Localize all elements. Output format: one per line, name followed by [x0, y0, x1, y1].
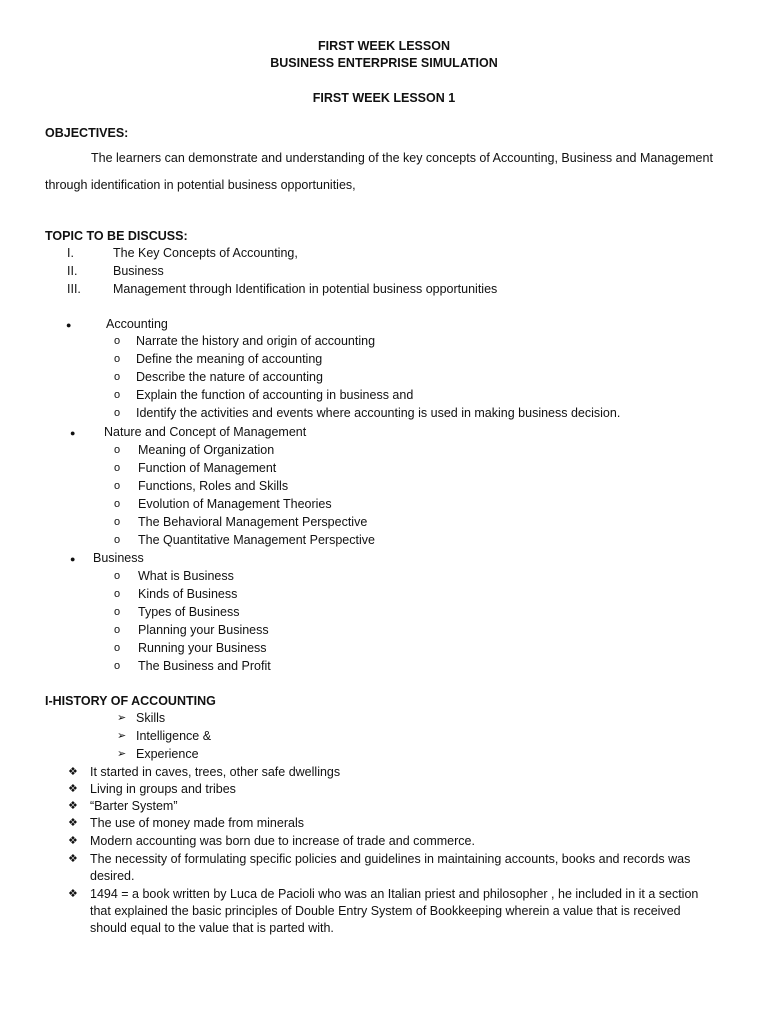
circle-bullet-icon: o [114, 606, 121, 618]
outline-section-title: Accounting [106, 317, 168, 331]
circle-bullet-icon: o [114, 516, 121, 528]
list-item: Skills [136, 711, 166, 725]
diamond-bullet-icon: ❖ [68, 817, 78, 829]
list-item: What is Business [138, 569, 234, 583]
topic-number: II. [67, 264, 78, 278]
circle-bullet-icon: o [114, 444, 121, 456]
circle-bullet-icon: o [114, 407, 121, 419]
list-item: Narrate the history and origin of accounting [136, 334, 376, 348]
outline-section-title: Nature and Concept of Management [104, 425, 307, 439]
bullet-icon: ● [70, 554, 76, 564]
list-item: The Business and Profit [138, 659, 271, 673]
list-item: Evolution of Management Theories [138, 497, 332, 511]
circle-bullet-icon: o [114, 498, 121, 510]
list-item-continued: should equal to the value that is parted with. [90, 921, 334, 935]
objectives-text-line-2: through identification in potential business opportunities, [45, 178, 356, 192]
list-item: Intelligence & [136, 729, 212, 743]
topic-item: The Key Concepts of Accounting, [113, 246, 298, 260]
circle-bullet-icon: o [114, 389, 121, 401]
list-item: Functions, Roles and Skills [138, 479, 289, 493]
circle-bullet-icon: o [114, 588, 121, 600]
doc-subtitle: BUSINESS ENTERPRISE SIMULATION [270, 56, 498, 70]
list-item: The Behavioral Management Perspective [138, 515, 368, 529]
list-item: The use of money made from minerals [90, 816, 304, 830]
arrow-bullet-icon: ➢ [117, 748, 127, 760]
topic-item: Management through Identification in potential business opportunities [113, 282, 498, 296]
list-item: Modern accounting was born due to increase of trade and commerce. [90, 834, 475, 848]
topics-heading: TOPIC TO BE DISCUSS: [45, 229, 188, 243]
diamond-bullet-icon: ❖ [68, 766, 78, 778]
objectives-text-line-1: The learners can demonstrate and understanding of the key concepts of Accounting, Business and Management [91, 151, 713, 165]
diamond-bullet-icon: ❖ [68, 835, 78, 847]
list-item: It started in caves, trees, other safe dwellings [90, 765, 341, 779]
lesson-title: FIRST WEEK LESSON 1 [312, 91, 456, 105]
list-item: Describe the nature of accounting [136, 370, 323, 384]
list-item: Planning your Business [138, 623, 269, 637]
diamond-bullet-icon: ❖ [68, 853, 78, 865]
list-item: Meaning of Organization [138, 443, 275, 457]
list-item: Types of Business [138, 605, 240, 619]
objectives-heading: OBJECTIVES: [45, 126, 129, 140]
topic-number: I. [67, 246, 74, 260]
bullet-icon: ● [70, 428, 76, 438]
topic-number: III. [67, 282, 81, 296]
list-item-continued: that explained the basic principles of Double Entry System of Bookkeeping wherein a value that is received [90, 904, 681, 918]
circle-bullet-icon: o [114, 642, 121, 654]
circle-bullet-icon: o [114, 353, 121, 365]
list-item: Define the meaning of accounting [136, 352, 323, 366]
list-item: Function of Management [138, 461, 277, 475]
diamond-bullet-icon: ❖ [68, 800, 78, 812]
list-item: Explain the function of accounting in business and [136, 388, 414, 402]
arrow-bullet-icon: ➢ [117, 730, 127, 742]
list-item: Living in groups and tribes [90, 782, 236, 796]
circle-bullet-icon: o [114, 624, 121, 636]
list-item: Experience [136, 747, 199, 761]
circle-bullet-icon: o [114, 480, 121, 492]
arrow-bullet-icon: ➢ [117, 712, 127, 724]
bullet-icon: ● [66, 320, 72, 330]
history-heading: I-HISTORY OF ACCOUNTING [45, 694, 216, 708]
circle-bullet-icon: o [114, 570, 121, 582]
list-item: 1494 = a book written by Luca de Pacioli who was an Italian priest and philosopher , he included in it a section [90, 887, 699, 901]
list-item: Kinds of Business [138, 587, 238, 601]
list-item: The necessity of formulating specific policies and guidelines in maintaining accounts, books and records was [90, 852, 691, 866]
list-item: The Quantitative Management Perspective [138, 533, 375, 547]
circle-bullet-icon: o [114, 335, 121, 347]
list-item-continued: desired. [90, 869, 135, 883]
circle-bullet-icon: o [114, 462, 121, 474]
diamond-bullet-icon: ❖ [68, 783, 78, 795]
outline-section-title: Business [93, 551, 144, 565]
diamond-bullet-icon: ❖ [68, 888, 78, 900]
list-item: “Barter System” [90, 799, 178, 813]
topic-item: Business [113, 264, 164, 278]
circle-bullet-icon: o [114, 660, 121, 672]
circle-bullet-icon: o [114, 534, 121, 546]
circle-bullet-icon: o [114, 371, 121, 383]
doc-title: FIRST WEEK LESSON [318, 39, 450, 53]
list-item: Identify the activities and events where accounting is used in making business decision. [136, 406, 621, 420]
list-item: Running your Business [138, 641, 267, 655]
